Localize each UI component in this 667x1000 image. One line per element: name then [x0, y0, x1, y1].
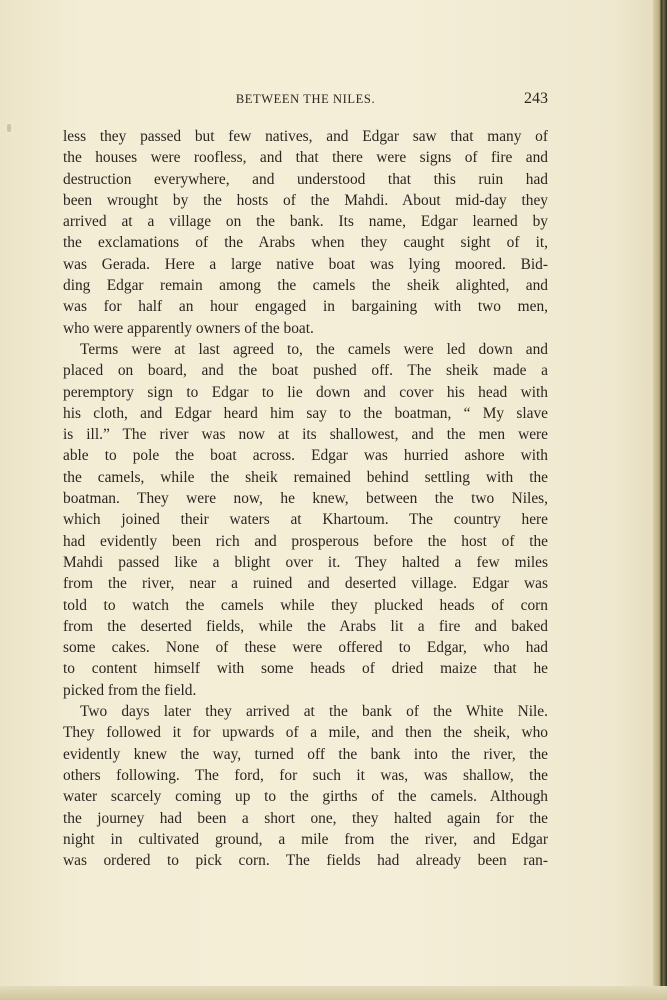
text-line: They followed it for upwards of a mile, and then the sheik, who [63, 724, 548, 742]
text-line: was ordered to pick corn. The fields had already been ran- [63, 852, 548, 870]
text-line: been wrought by the hosts of the Mahdi. About mid-day they [63, 191, 548, 209]
text-line: to content himself with some heads of dried maize that he [63, 660, 548, 678]
text-line: Mahdi passed like a blight over it. They halted a few miles [63, 553, 548, 571]
text-line: water scarcely coming up to the girths of the camels. Although [63, 788, 548, 806]
text-line: able to pole the boat across. Edgar was hurried ashore with [63, 447, 548, 465]
text-line: some cakes. None of these were offered to Edgar, who had [63, 639, 548, 657]
text-line: destruction everywhere, and understood that this ruin had [63, 170, 548, 188]
text-line: less they passed but few natives, and Edgar saw that many of [63, 128, 548, 145]
text-line: others following. The ford, for such it was, was shallow, the [63, 766, 548, 784]
page-edge-right [653, 0, 667, 1000]
text-line: from the deserted fields, while the Arabs lit a fire and baked [63, 617, 548, 635]
text-line: ding Edgar remain among the camels the sheik alighted, and [63, 277, 548, 295]
running-title: BETWEEN THE NILES. [235, 92, 376, 106]
text-line: the camels, while the sheik remained behind settling with the [63, 468, 548, 486]
text-line: the journey had been a short one, they halted again for the [63, 809, 548, 827]
text-line: Terms were at last agreed to, the camels were led down and [80, 340, 548, 358]
text-line: was for half an hour engaged in bargaining with two men, [63, 298, 548, 316]
page-number: 243 [524, 90, 548, 107]
text-line: the houses were roofless, and that there were signs of fire and [63, 149, 548, 167]
text-line: evidently knew the way, turned off the bank into the river, the [63, 745, 548, 763]
text-line: the exclamations of the Arabs when they caught sight of it, [63, 234, 548, 252]
text-line: boatman. They were now, he knew, between the two Niles, [63, 490, 548, 508]
text-line: his cloth, and Edgar heard him say to the boatman, “ My slave [63, 404, 548, 422]
text-line: arrived at a village on the bank. Its name, Edgar learned by [63, 213, 548, 231]
text-line: placed on board, and the boat pushed off. The sheik made a [63, 362, 548, 380]
text-line: which joined their waters at Khartoum. The country here [63, 511, 548, 529]
text-line: told to watch the camels while they plucked heads of corn [63, 596, 548, 614]
text-line: is ill.” The river was now at its shallowest, and the men were [63, 426, 548, 444]
text-line: was Gerada. Here a large native boat was lying moored. Bid- [63, 255, 548, 273]
page-edge-bottom [0, 986, 667, 1000]
text-line: who were apparently owners of the boat. [63, 319, 314, 337]
text-line: Two days later they arrived at the bank of the White Nile. [80, 703, 548, 721]
text-line: picked from the field. [63, 681, 197, 699]
text-line: night in cultivated ground, a mile from the river, and Edgar [63, 830, 548, 848]
paper-speck [7, 124, 11, 132]
text-line: had evidently been rich and prosperous before the host of the [63, 532, 548, 550]
text-line: peremptory sign to Edgar to lie down and cover his head with [63, 383, 548, 401]
text-line: from the river, near a ruined and deserted village. Edgar was [63, 575, 548, 593]
body-text [63, 126, 548, 871]
page-header [63, 90, 548, 114]
